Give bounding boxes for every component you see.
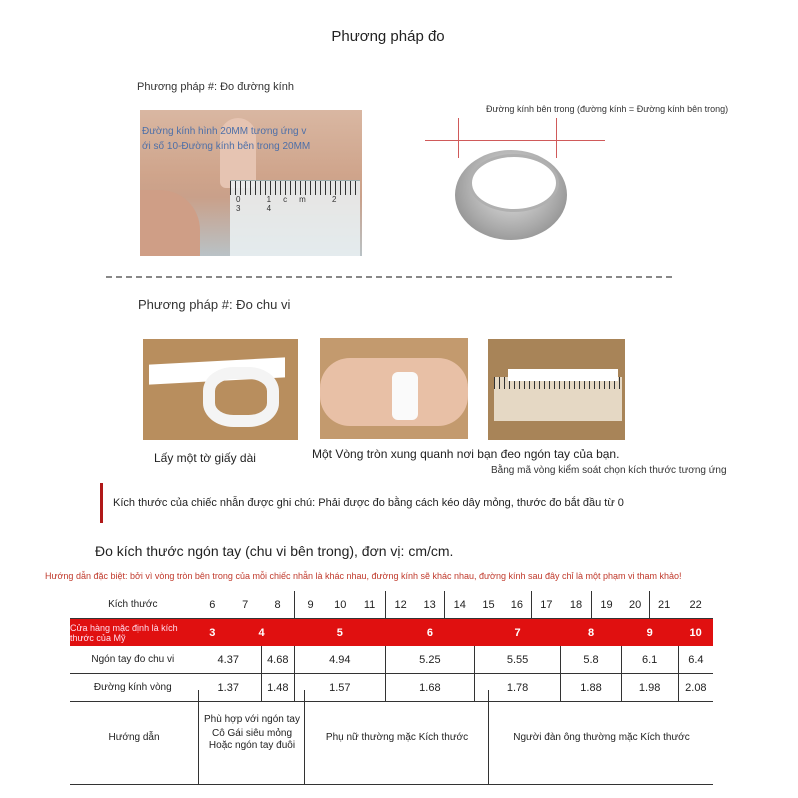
ruler-numbers: 0 1cm 2 3 4 [236,195,349,213]
measurement-note: Kích thước của chiếc nhẫn được ghi chú: Phải được đo bằng cách kéo dây mỏng, thước đo bắt đầu từ 0 [113,497,624,509]
diameter-cell: 1.37 [196,674,262,702]
guide-col-men: Người đàn ông thường mặc Kích thước [488,690,714,784]
diameter-cell: 1.57 [294,674,385,702]
size-cell: 12 [386,591,416,619]
us-size-cell: 8 [561,619,621,647]
size-label: Kích thước [70,591,196,619]
circumference-cell: 4.94 [294,646,385,674]
size-cell: 21 [650,591,679,619]
guide-col-women: Phụ nữ thường mặc Kích thước [304,690,489,784]
diameter-cell: 1.98 [621,674,678,702]
ring-image [455,140,567,240]
diameter-cell: 1.68 [386,674,475,702]
size-cell: 11 [354,591,385,619]
us-size-row [70,619,713,647]
size-cell: 16 [503,591,532,619]
diameter-cell: 1.48 [261,674,294,702]
circumference-cell: 4.68 [261,646,294,674]
guide-small-line-2: Cô Gái siêu mỏng [211,728,293,739]
finger-ruler-photo [140,110,362,256]
guide-label: Hướng dẫn [108,731,160,743]
special-guide-note: Hướng dẫn đặc biệt: bởi vì vòng tròn bên trong của mỗi chiếc nhẫn là khác nhau, đường kính sẽ khác nhau, đường kính sau đây chỉ là một phạm vi tham khảo! [45,571,682,581]
size-row [70,591,713,619]
diameter-cell: 1.78 [474,674,561,702]
size-cell: 6 [196,591,229,619]
circumference-cell: 5.25 [386,646,475,674]
note-accent-bar [100,483,103,523]
circumference-cell: 6.4 [678,646,713,674]
circumference-row [70,646,713,674]
size-cell: 10 [326,591,354,619]
circumference-cell: 4.37 [196,646,262,674]
caption-wrap: Một Vòng tròn xung quanh nơi bạn đeo ngón tay của bạn. [312,447,620,461]
size-cell: 9 [294,591,326,619]
ring-diameter-caption: Đường kính bên trong (đường kính = Đường kính bên trong) [486,104,729,114]
us-size-cell: 9 [621,619,678,647]
size-cell: 7 [229,591,261,619]
finger-wrap-photo [320,338,468,439]
guide-small-line-3: Hoặc ngón tay đuôi [208,740,296,751]
page-title: Phương pháp đo [331,28,445,45]
caption-select-size: Bằng mã vòng kiểm soát chọn kích thước tương ứng [491,465,727,476]
size-cell: 8 [261,591,294,619]
diameter-label: Đường kính vòng [70,674,196,702]
circumference-cell: 6.1 [621,646,678,674]
us-size-cell: 3 [196,619,229,647]
diameter-cell: 2.08 [678,674,713,702]
diameter-cell: 1.88 [561,674,621,702]
size-cell: 15 [474,591,503,619]
us-size-cell: 6 [386,619,475,647]
size-cell: 22 [678,591,713,619]
size-cell: 17 [531,591,561,619]
ruler-image [230,180,360,256]
ruler-measure-photo [488,339,625,440]
us-size-cell: 10 [678,619,713,647]
us-size-cell: 7 [474,619,561,647]
size-cell: 20 [621,591,650,619]
guide-row [70,690,713,785]
default-size-label: Cửa hàng mặc định là kích thước của Mỹ [70,619,196,647]
overlay-line-2: ới số 10-Đường kính bên trong 20MM [142,141,311,152]
overlay-line-1: Đường kính hình 20MM tương ứng v [142,126,307,137]
caption-paper: Lấy một tờ giấy dài [154,451,256,465]
circumference-label: Ngón tay đo chu vi [70,646,196,674]
measure-title: Đo kích thước ngón tay (chu vi bên trong), đơn vị: cm/cm. [95,543,454,559]
size-cell: 19 [591,591,621,619]
guide-small-line-1: Phù hợp với ngón tay [204,714,300,725]
us-size-cell: 5 [294,619,385,647]
size-cell: 14 [445,591,475,619]
guide-col-small [198,690,305,784]
circumference-cell: 5.8 [561,646,621,674]
size-cell: 13 [415,591,445,619]
size-table [70,591,713,702]
paper-strip-photo [143,339,298,440]
circumference-cell: 5.55 [474,646,561,674]
method2-heading: Phương pháp #: Đo chu vi [138,297,291,312]
method1-heading: Phương pháp #: Đo đường kính [137,81,294,93]
us-size-cell: 4 [229,619,294,647]
size-cell: 18 [561,591,592,619]
section-divider [106,276,672,278]
